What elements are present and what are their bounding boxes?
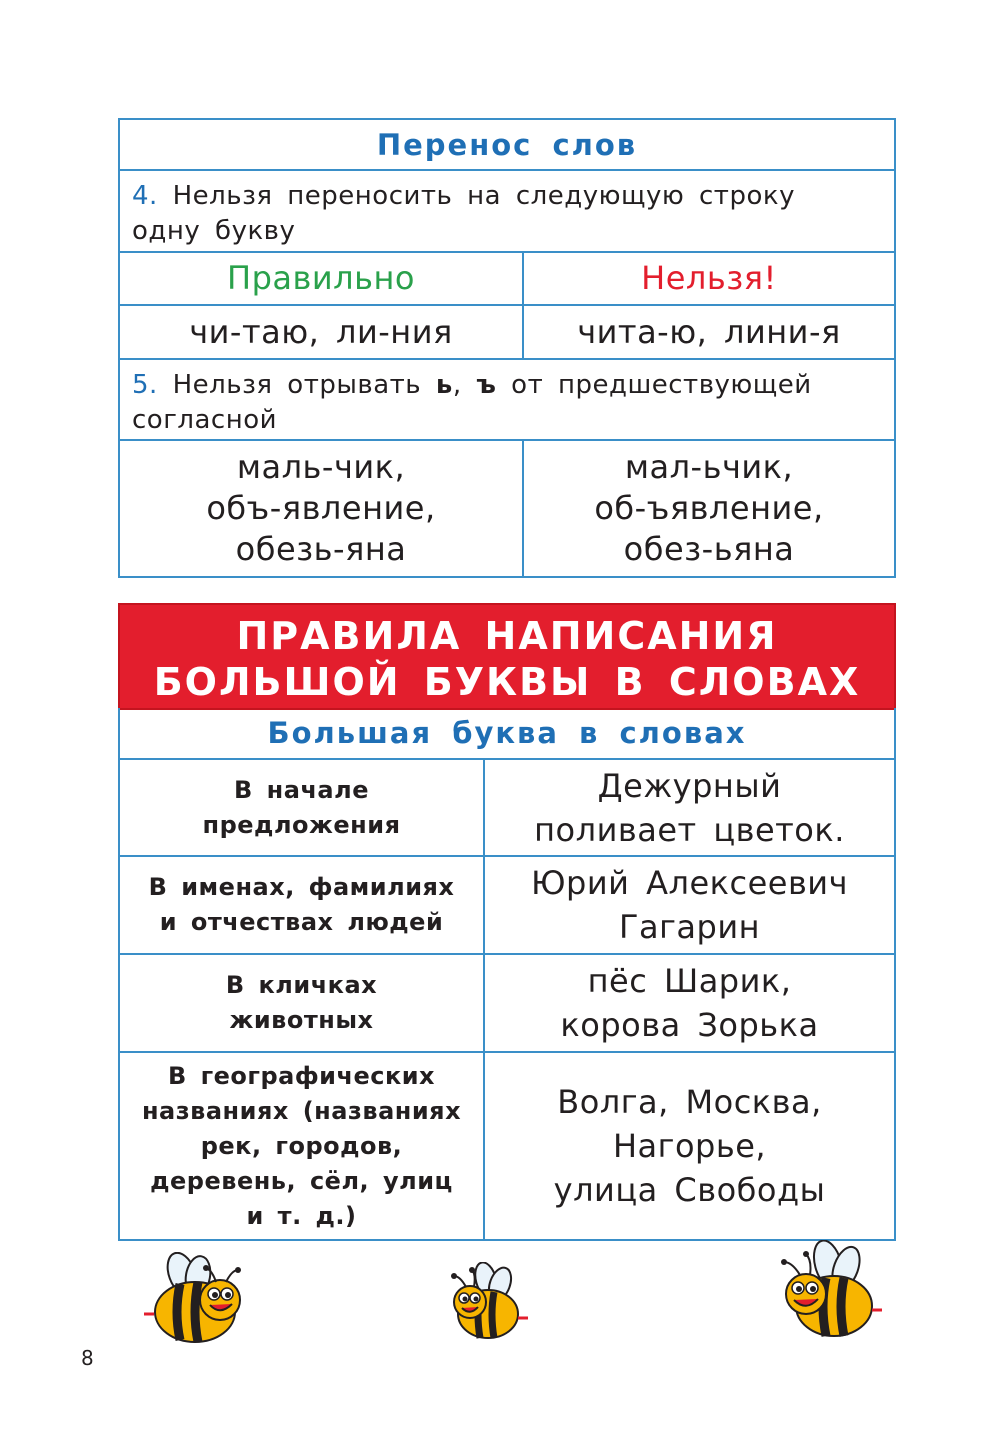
capitals-rule-cell (120, 857, 485, 953)
capitals-rule-line: предложения (202, 810, 401, 839)
capitals-subtitle-row (120, 708, 894, 760)
capitals-rule-line: В географических (167, 1061, 436, 1090)
example-4-right-cell (120, 306, 524, 358)
capitals-example-cell (485, 857, 894, 953)
capitals-example-line: пёс Шарик, (587, 962, 792, 1000)
example-5-wrong-line: об-ъявление, (594, 489, 824, 527)
capitals-example-line: улица Свободы (553, 1171, 826, 1209)
capitals-rule-line: В начале (234, 775, 369, 804)
rule-4-text-2: одну букву (132, 216, 296, 246)
hyphenation-table (118, 118, 896, 578)
page-number: 8 (81, 1346, 94, 1370)
capitals-example-line: Гагарин (618, 908, 761, 946)
capitals-rule-line: и отчествах людей (159, 908, 444, 936)
banner-line-2: БОЛЬШОЙ БУКВЫ В СЛОВАХ (153, 660, 861, 704)
header-right: Правильно (227, 259, 415, 297)
example-5-row (120, 441, 894, 576)
example-5-right-line: обезь-яна (235, 530, 407, 568)
bee-icon (776, 1240, 886, 1346)
capitals-rule-line: животных (229, 1006, 374, 1034)
capitals-rule-cell (120, 760, 485, 855)
capitals-subtitle: Большая буква в словах (267, 716, 747, 750)
hyphenation-title-row (120, 120, 894, 171)
capitals-example-line: поливает цветок. (534, 810, 845, 849)
header-wrong: Нельзя! (641, 259, 777, 297)
example-4-wrong: чита-ю, лини-я (577, 312, 841, 351)
rule-4-text: Нельзя переносить на следующую строку (172, 181, 795, 211)
capitals-row (120, 1053, 894, 1239)
rule-5-number: 5. (132, 370, 158, 400)
example-5-right-cell (120, 441, 524, 576)
rule-5-text-2: согласной (132, 405, 278, 435)
capitals-rule-line: В кличках (225, 971, 378, 999)
capitals-rule-line: названиях (названиях (141, 1096, 462, 1125)
column-headers (120, 253, 894, 306)
capitals-example-line: корова Зорька (560, 1006, 819, 1044)
hyphenation-title: Перенос слов (376, 127, 638, 162)
example-4-wrong-cell (524, 306, 894, 358)
capitals-rule-line: и т. д.) (246, 1201, 357, 1230)
capitals-example-line: Нагорье, (612, 1127, 767, 1165)
header-right-cell (120, 253, 524, 304)
rule-4-number: 4. (132, 181, 158, 211)
example-4-right: чи-таю, ли-ния (189, 312, 453, 351)
rule-5-text-a: Нельзя отрывать (172, 370, 422, 400)
soft-sign: ь (435, 370, 453, 400)
rule-4 (120, 171, 894, 253)
rule-5-comma: , (452, 370, 462, 400)
rule-5-text-b: от предшествующей (511, 370, 812, 400)
capitals-example-cell (485, 1053, 894, 1239)
example-5-right-line: маль-чик, (236, 448, 406, 486)
capitals-rule-line: рек, городов, (200, 1131, 403, 1160)
capitals-example-cell (485, 955, 894, 1051)
example-5-wrong-cell (524, 441, 894, 576)
banner-line-1: ПРАВИЛА НАПИСАНИЯ (236, 614, 778, 658)
bee-icon (440, 1262, 530, 1346)
capitals-example-line: Юрий Алексеевич (530, 864, 848, 902)
capitals-table (118, 708, 896, 1241)
rule-5 (120, 360, 894, 441)
example-5-right-line: объ-явление, (206, 489, 436, 527)
hard-sign: ъ (476, 370, 497, 400)
example-5-wrong-line: обез-ьяна (623, 530, 795, 568)
example-5-wrong-line: мал-ьчик, (624, 448, 794, 486)
example-4-row (120, 306, 894, 360)
capitals-row (120, 857, 894, 955)
bee-icon (140, 1252, 250, 1348)
capitals-rule-line: В именах, фамилиях (148, 873, 455, 901)
capitals-rule-cell (120, 955, 485, 1051)
capitals-example-line: Волга, Москва, (557, 1083, 822, 1121)
capitals-row (120, 760, 894, 857)
capitals-example-cell (485, 760, 894, 855)
capitals-rule-cell (120, 1053, 485, 1239)
header-wrong-cell (524, 253, 894, 304)
capitals-rule-line: деревень, сёл, улиц (150, 1166, 453, 1195)
capitals-banner (118, 603, 896, 710)
capitals-example-line: Дежурный (597, 766, 782, 805)
capitals-row (120, 955, 894, 1053)
